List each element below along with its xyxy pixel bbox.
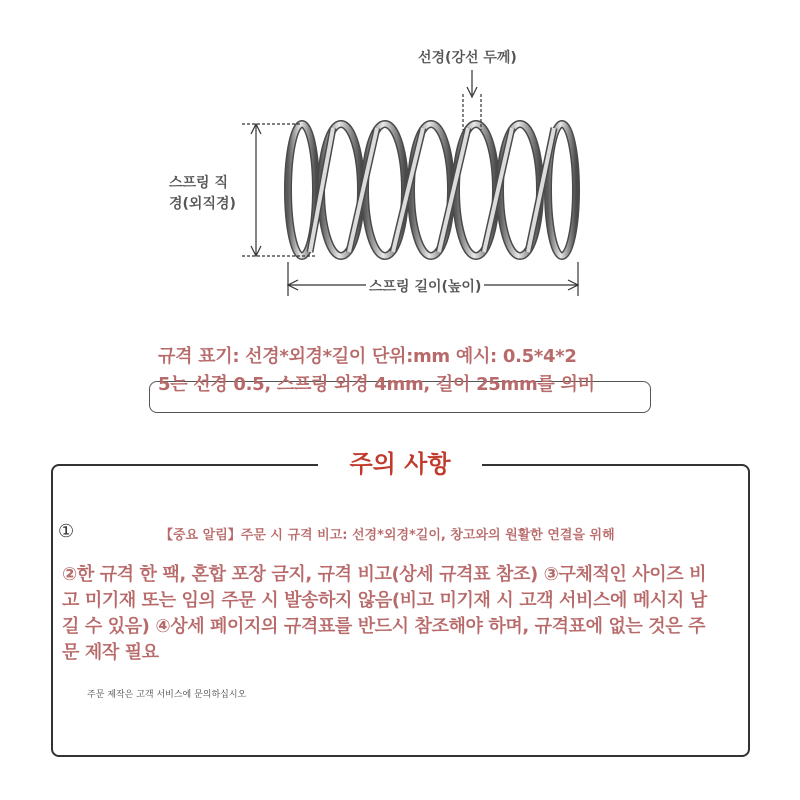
spec-line-2: 5는 선경 0.5, 스프링 외경 4mm, 길이 25mm를 의미 <box>158 374 595 395</box>
spec-line-1: 규격 표기: 선경*외경*길이 단위:mm 예시: 0.5*4*2 <box>158 346 577 367</box>
outer-diameter-label-line2: 경(외직경) <box>169 196 236 212</box>
notice-item-1-text: 【중요 알림】주문 시 규격 비고: 선경*외경*길이, 창고와의 원활한 연결을 위해 <box>160 528 615 543</box>
outer-diameter-label-line1: 스프링 직 <box>169 175 228 191</box>
notice-item-1-number: ① <box>58 521 75 542</box>
notice-title: 주의 사항 <box>349 450 451 478</box>
wire-diameter-label: 선경(강선 두께) <box>418 50 517 66</box>
spring-length-label: 스프링 길이(높이) <box>366 276 484 296</box>
custom-order-note: 주문 제작은 고객 서비스에 문의하십시오 <box>87 690 247 700</box>
spring-coils <box>288 124 576 256</box>
notice-item-2-text: ②한 규격 한 팩, 혼합 포장 금지, 규격 비고(상세 규격표 참조) ③구체적인 사이즈 비고 미기재 또는 임의 주문 시 발송하지 않음(비고 미기재 시 고객 서비스에 메시지 남길 수 있음) ④상세 페이지의 규격표를 반드시 참조해야 하며, 규격표에 없는 것은 주문 제작 필요 <box>62 564 707 663</box>
